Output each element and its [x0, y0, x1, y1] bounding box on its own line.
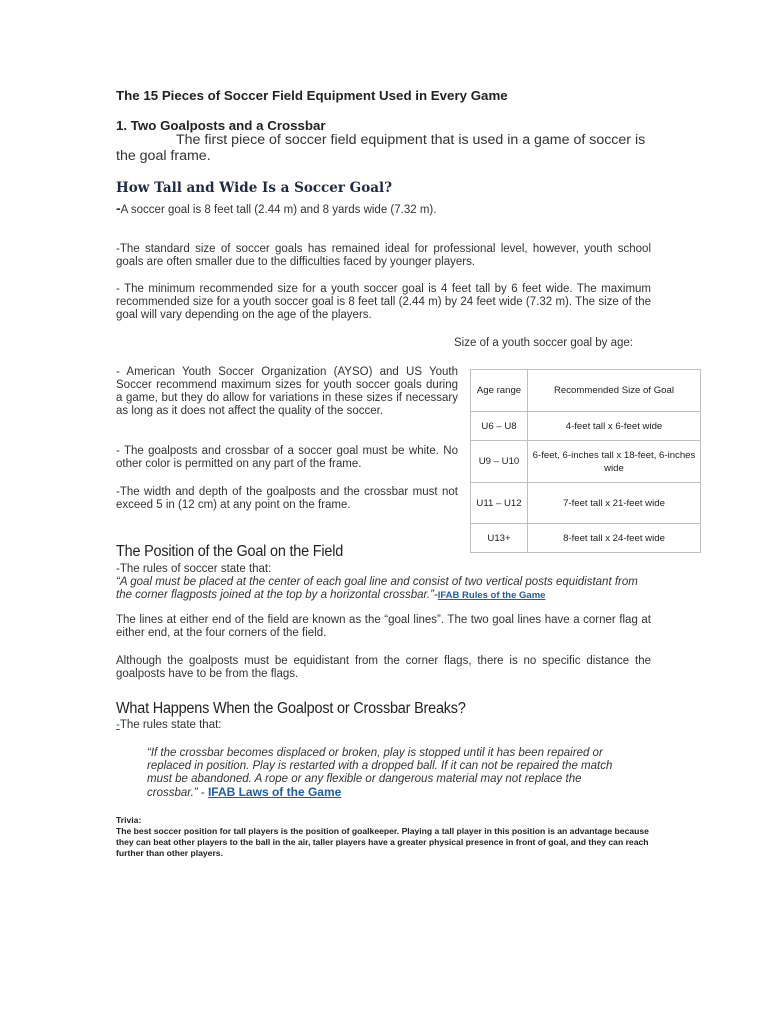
paragraph-goal-lines: The lines at either end of the field are known as the “goal lines”. The two goal lines have a corner flag at either end, at the four corners of the field. — [116, 614, 651, 639]
section-heading-goalposts: 1. Two Goalposts and a Crossbar — [116, 118, 326, 133]
table-header-row — [471, 370, 701, 412]
table-cell: U9 – U10 — [471, 441, 528, 483]
rules-intro-text: The rules state that: — [119, 719, 222, 731]
goal-size-table — [470, 369, 701, 553]
goal-rule-quote — [116, 576, 656, 602]
table-row — [471, 524, 701, 553]
table-header-cell: Recommended Size of Goal — [528, 370, 701, 412]
table-cell: 8-feet tall x 24-feet wide — [528, 524, 701, 553]
paragraph-width-depth: -The width and depth of the goalposts and the crossbar must not exceed 5 in (12 cm) at any point on the frame. — [116, 486, 458, 511]
ifab-rules-link[interactable]: IFAB Rules of the Game — [437, 590, 546, 601]
table-cell: 7-feet tall x 21-feet wide — [528, 483, 701, 524]
rules-intro-2 — [116, 719, 221, 732]
section-heading-goal-size: How Tall and Wide Is a Soccer Goal? — [116, 180, 392, 196]
section-heading-goalpost-breaks: What Happens When the Goalpost or Crossbar Breaks? — [116, 700, 466, 717]
table-caption: Size of a youth soccer goal by age: — [454, 337, 633, 349]
dash-mark: - — [116, 719, 120, 731]
paragraph-recommended-size: - The minimum recommended size for a youth soccer goal is 4 feet tall by 6 feet wide. The maximum recommended size for a youth soccer goal is 8 feet tall (2.44 m) by 24 feet wide (7.32 m). The size of the goal will vary depending on the age of the players. — [116, 283, 651, 321]
quote-separator: - — [197, 787, 208, 799]
table-cell: U11 – U12 — [471, 483, 528, 524]
goal-size-line — [116, 200, 436, 216]
paragraph-color: - The goalposts and crossbar of a soccer goal must be white. No other color is permitted on any part of the frame. — [116, 445, 458, 470]
dash-mark: - — [116, 200, 121, 216]
paragraph-ayso: - American Youth Soccer Organization (AYSO) and US Youth Soccer recommend maximum sizes for youth soccer goals during a game, but they do allow for variations in these sizes if necessary as long as it does not affect the quality of the soccer. — [116, 366, 458, 417]
section-intro — [116, 133, 646, 164]
intro-text: The first piece of soccer field equipment that is used in a game of soccer is the goal frame. — [116, 132, 646, 164]
paragraph-flag-distance: Although the goalposts must be equidistant from the corner flags, there is no specific distance the goalposts have to be from the flags. — [116, 655, 651, 680]
goal-size-text: A soccer goal is 8 feet tall (2.44 m) and 8 yards wide (7.32 m). — [120, 204, 437, 216]
ifab-laws-link[interactable]: IFAB Laws of the Game — [207, 785, 342, 799]
paragraph-standard-size: -The standard size of soccer goals has remained ideal for professional level, however, youth school goals are often smaller due to the difficulties faced by younger players. — [116, 243, 651, 268]
quote-text: “A goal must be placed at the center of each goal line and consist of two vertical posts equidistant from the corner flagposts joined at the top by a horizontal crossbar.”- — [116, 576, 638, 601]
table-cell: U6 – U8 — [471, 412, 528, 441]
crossbar-rule-quote — [147, 747, 627, 800]
table-header-cell: Age range — [471, 370, 528, 412]
table-row — [471, 483, 701, 524]
section-heading-goal-position: The Position of the Goal on the Field — [116, 543, 344, 560]
quote-text: “If the crossbar becomes displaced or broken, play is stopped until it has been repaired or replaced in position. Play is restarted with a dropped ball. If it can not be repaired the match must be abandoned. A rope or any flexible or dangerous material may not replace the crossbar.” — [147, 747, 613, 799]
rules-intro: -The rules of soccer state that: — [116, 563, 272, 575]
table-row — [471, 441, 701, 483]
document-title: The 15 Pieces of Soccer Field Equipment Used in Every Game — [116, 88, 508, 103]
table-cell: 6-feet, 6-inches tall x 18-feet, 6-inches wide — [528, 441, 701, 483]
trivia-label: Trivia: — [116, 815, 142, 825]
trivia-text: The best soccer position for tall players is the position of goalkeeper. Playing a tall player in this position is an advantage because they can beat other players to the ball in the air, taller players have a greater physical presence in front of goal, and they can reach further than other players. — [116, 826, 649, 858]
table-cell: 4-feet tall x 6-feet wide — [528, 412, 701, 441]
trivia-box — [116, 815, 651, 859]
table-row — [471, 412, 701, 441]
table-cell: U13+ — [471, 524, 528, 553]
